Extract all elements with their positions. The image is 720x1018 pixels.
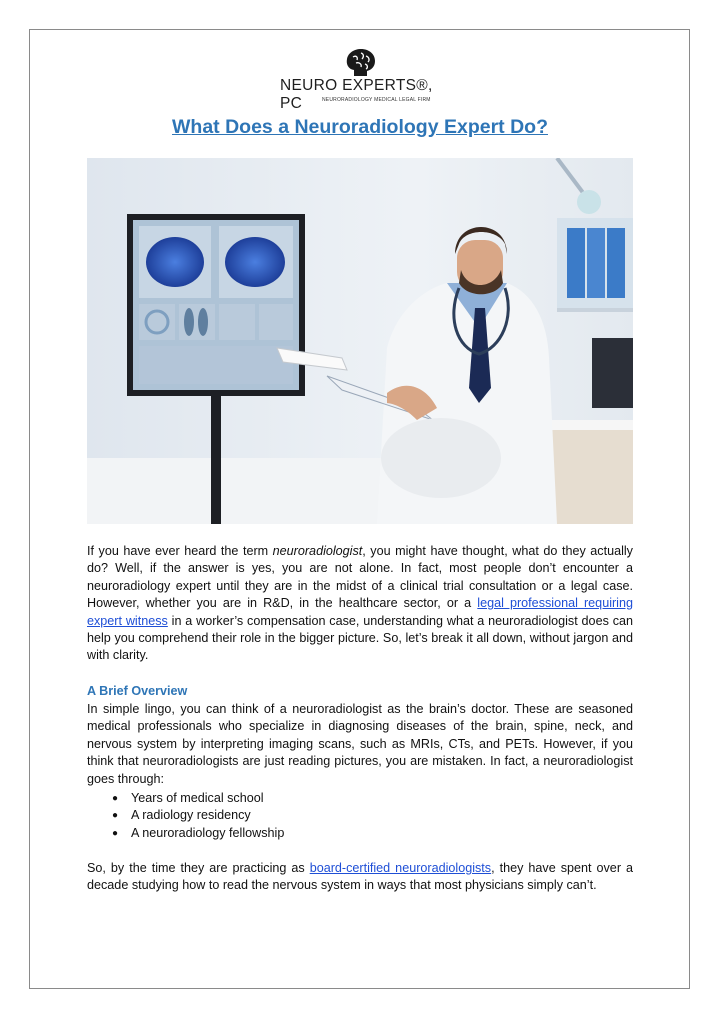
logo-name: NEURO EXPERTS®, PC	[280, 77, 433, 112]
overview-heading: A Brief Overview	[87, 684, 188, 698]
term-neuroradiologist: neuroradiologist	[272, 544, 363, 558]
bullet-icon: ●	[112, 793, 119, 804]
list-item: ● A neuroradiology fellowship	[110, 825, 284, 842]
logo-tagline: NEURORADIOLOGY MEDICAL LEGAL FIRM	[322, 97, 431, 103]
page-title: What Does a Neuroradiology Expert Do?	[172, 116, 548, 138]
closing-paragraph: So, by the time they are practicing as board-certified neuroradiologists, they have spent over a decade studying how to read the nervous system in ways that most physicians simply can’t.	[87, 861, 634, 893]
brain-head-icon	[344, 48, 378, 78]
legal-professional-link[interactable]: legal professional requiring expert witness	[87, 596, 633, 628]
list-item: ● A radiology residency	[110, 807, 284, 824]
board-certified-link[interactable]: board-certified neuroradiologists	[309, 861, 492, 875]
training-list	[110, 790, 284, 842]
overview-paragraph: In simple lingo, you can think of a neuroradiologist as the brain’s doctor. These are seasoned medical professionals who specialize in diagnosing diseases of the brain, spine, neck, and nervous system by interpreting imaging scans, such as MRIs, CTs, and PETs. However, if you think that neuroradiologists are just reading pictures, you are mistaken. In fact, a neuroradiologist goes through:	[87, 702, 633, 786]
bullet-icon: ●	[112, 810, 119, 822]
bullet-icon: ●	[112, 827, 119, 839]
company-logo[interactable]	[280, 48, 450, 112]
intro-paragraph: If you have ever heard the term neuroradiologist, you might have thought, what do they actually do? Well, if the answer is yes, you are not alone. In fact, most people don’t encounter a neuroradiology expert until they are in the midst of a clinical trial consultation or a legal case. However, whether you are in R&D, in the healthcare sector, or a legal professional requiring expert witness in a worker’s compensation case, understanding what a neuroradiologist does can help you comprehend their role in the bigger picture. So, let’s break it all down, without jargon and with clarity.	[87, 544, 633, 663]
list-item: ● Years of medical school	[110, 790, 284, 807]
doctor-photo	[87, 158, 633, 524]
